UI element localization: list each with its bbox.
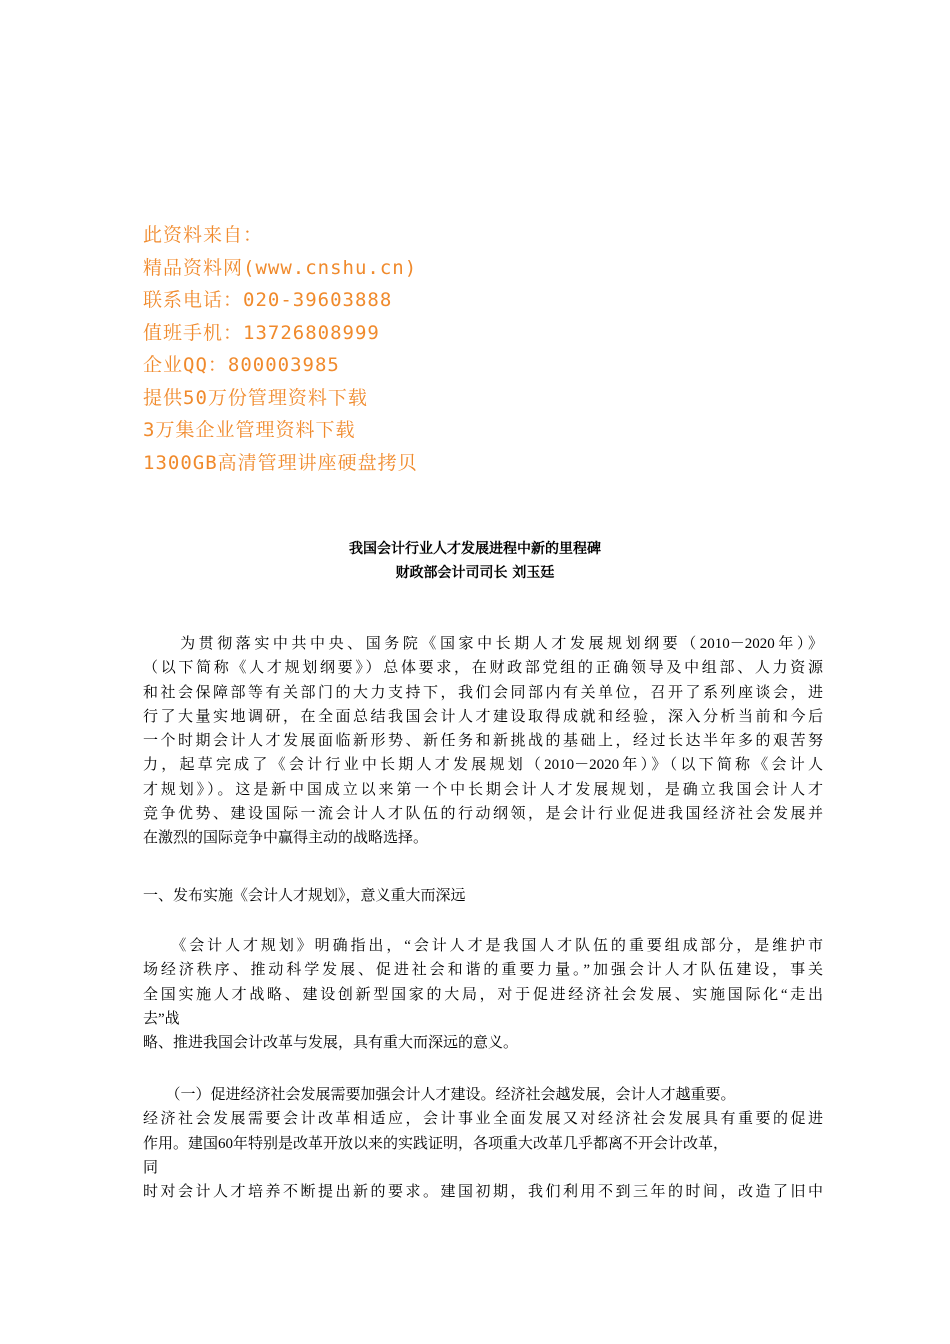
article-author: 财政部会计司司长 刘玉廷 xyxy=(395,565,555,581)
text-line: （以下简称《人才规划纲要》）总体要求，在财政部党组的正确领导及中组部、人力资源 xyxy=(143,660,823,677)
paragraph-economic-development xyxy=(143,1083,823,1204)
text-line: 竞争优势、建设国际一流会计人才队伍的行动纲领，是会计行业促进我国经济社会发展并 xyxy=(143,806,823,823)
source-notice-line: 此资料来自： xyxy=(143,224,264,246)
text-line: 为贯彻落实中共中央、国务院《国家中长期人才发展规划纲要（2010－2020年）》 xyxy=(143,636,823,652)
section-heading xyxy=(143,884,823,908)
text-line: 场经济秩序、推动科学发展、促进社会和谐的重要力量。”加强会计人才队伍建设，事关 xyxy=(143,962,823,979)
text-line: 去”战 xyxy=(143,1010,180,1027)
source-notice xyxy=(143,219,703,479)
text-line: 《会计人才规划》明确指出，“会计人才是我国人才队伍的重要组成部分，是维护市 xyxy=(143,938,823,954)
text-line: 全国实施人才战略、建设创新型国家的大局，对于促进经济社会发展、实施国际化“走出 xyxy=(143,986,823,1003)
article-header xyxy=(0,537,950,585)
source-offer-line: 1300GB高清管理讲座硬盘拷贝 xyxy=(143,451,418,474)
text-line: 作用。建国60年特别是改革开放以来的实践证明，各项重大改革几乎都离不开会计改革， xyxy=(143,1135,729,1152)
source-qq-line: 企业QQ：800003985 xyxy=(143,354,340,376)
text-line: 经济社会发展需要会计改革相适应，会计事业全面发展又对经济社会发展具有重要的促进 xyxy=(143,1111,823,1128)
text-line: 才规划》）。这是新中国成立以来第一个中长期会计人才发展规划，是确立我国会计人才 xyxy=(143,781,823,798)
text-line: 一个时期会计人才发展面临新形势、新任务和新挑战的基础上，经过长达半年多的艰苦努 xyxy=(143,733,823,750)
source-offer-line: 提供50万份管理资料下载 xyxy=(143,386,368,409)
text-line: 行了大量实地调研，在全面总结我国会计人才建设取得成就和经验，深入分析当前和今后 xyxy=(143,708,823,725)
text-line: 在激烈的国际竞争中赢得主动的战略选择。 xyxy=(143,830,429,847)
source-offer-line: 3万集企业管理资料下载 xyxy=(143,419,356,441)
text-line: 力，起草完成了《会计行业中长期人才发展规划（2010－2020年）》（以下简称《会计人 xyxy=(143,757,823,774)
text-line: 和社会保障部等有关部门的大力支持下，我们会同部内有关单位，召开了系列座谈会，进 xyxy=(143,684,823,701)
source-website-line: 精品资料网(www.cnshu.cn) xyxy=(143,256,418,279)
section-heading-text: 一、发布实施《会计人才规划》，意义重大而深远 xyxy=(143,888,466,904)
article-title: 我国会计行业人才发展进程中新的里程碑 xyxy=(349,541,601,557)
text-line: 同 xyxy=(143,1159,159,1176)
source-phone-line: 联系电话：020-39603888 xyxy=(143,289,393,311)
text-line: 时对会计人才培养不断提出新的要求。建国初期，我们利用不到三年的时间，改造了旧中 xyxy=(143,1184,823,1201)
paragraph-intro xyxy=(143,632,823,851)
text-line: 略、推进我国会计改革与发展，具有重大而深远的意义。 xyxy=(143,1035,519,1052)
text-line: （一）促进经济社会发展需要加强会计人才建设。经济社会越发展，会计人才越重要。 xyxy=(143,1087,736,1103)
paragraph-significance xyxy=(143,934,823,1055)
source-mobile-line: 值班手机：13726808999 xyxy=(143,321,380,344)
